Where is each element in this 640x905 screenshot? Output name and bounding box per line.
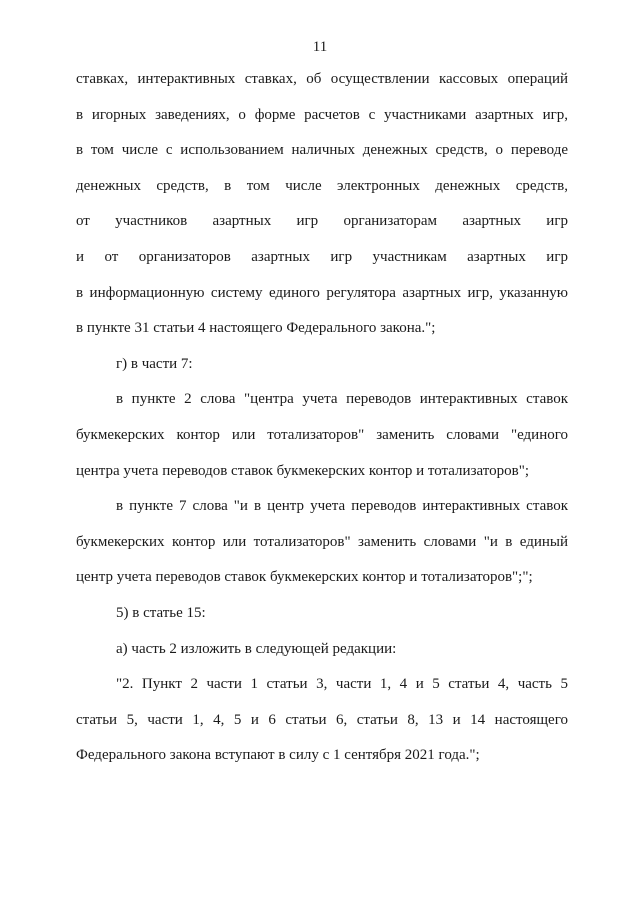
text-line: и от организаторов азартных игр участникам азартных игр (76, 248, 568, 265)
text-line: в том числе с использованием наличных денежных средств, о переводе (76, 142, 568, 159)
text-line: букмекерских контор или тотализаторов" заменить словами "единого (76, 426, 568, 443)
text-line: центр учета переводов ставок букмекерских контор и тотализаторов";"; (76, 569, 533, 586)
text-line: г) в части 7: (116, 355, 193, 372)
text-line: в пункте 2 слова "центра учета переводов интерактивных ставок (116, 391, 568, 408)
page-number: 11 (312, 39, 328, 55)
text-line: в пункте 31 статьи 4 настоящего Федерального закона."; (76, 320, 436, 337)
text-line: денежных средств, в том числе электронных денежных средств, (76, 177, 568, 194)
text-line: букмекерских контор или тотализаторов" заменить словами "и в единый (76, 533, 568, 550)
text-line: ставках, интерактивных ставках, об осуществлении кассовых операций (76, 71, 568, 87)
text-line: в информационную систему единого регулятора азартных игр, указанную (76, 284, 568, 301)
text-line: статьи 5, части 1, 4, 5 и 6 статьи 6, статьи 8, 13 и 14 настоящего (76, 711, 568, 728)
text-line: от участников азартных игр организаторам азартных игр (76, 213, 568, 230)
text-line: в игорных заведениях, о форме расчетов с участниками азартных игр, (76, 106, 568, 123)
text-line: в пункте 7 слова "и в центр учета переводов интерактивных ставок (116, 498, 568, 515)
body-text (76, 62, 568, 774)
text-line: "2. Пункт 2 части 1 статьи 3, части 1, 4 и 5 статьи 4, часть 5 (116, 676, 568, 693)
text-line: Федерального закона вступают в силу с 1 сентября 2021 года."; (76, 747, 480, 764)
text-line: 5) в статье 15: (116, 604, 206, 621)
text-line: центра учета переводов ставок букмекерских контор и тотализаторов"; (76, 462, 529, 479)
text-line: а) часть 2 изложить в следующей редакции: (116, 640, 397, 657)
